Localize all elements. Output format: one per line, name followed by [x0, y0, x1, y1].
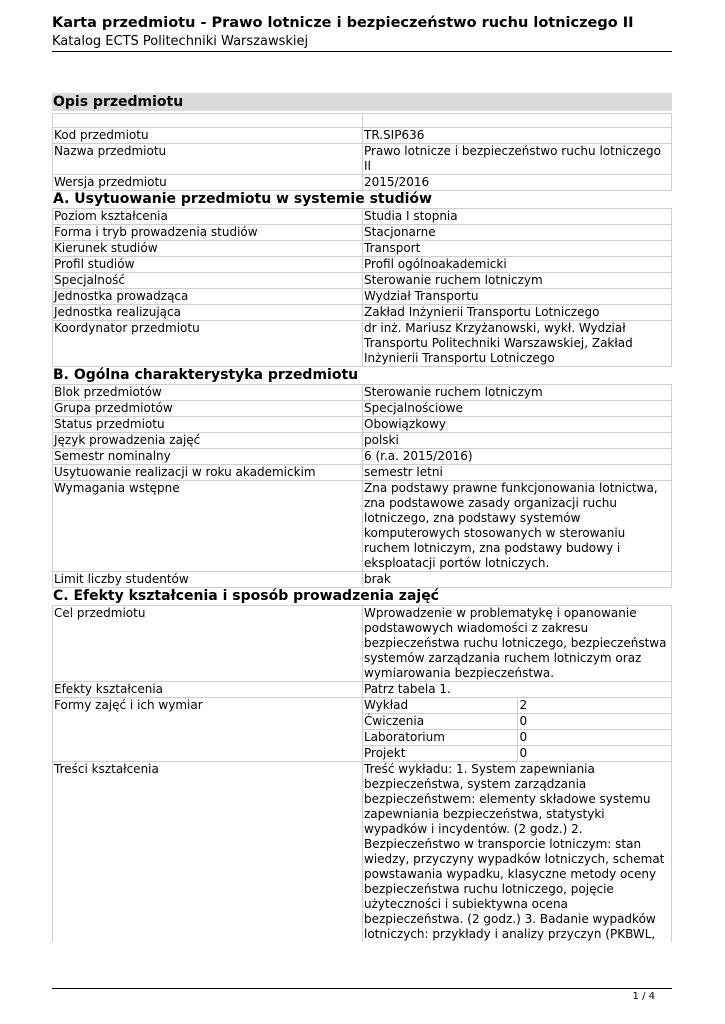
table-row [52, 761, 672, 942]
class-form-row [363, 713, 671, 729]
row-value: Wydział Transportu [362, 288, 672, 304]
row-value: 6 (r.a. 2015/2016) [362, 448, 672, 464]
table-row [52, 697, 672, 761]
table-row [52, 605, 672, 681]
row-value: Wprowadzenie w problematykę i opanowanie podstawowych wiadomości z zakresu bezpieczeństwa ruchu lotniczego, bezpieczeństwa systemów zarządzania ruchem lotniczym oraz wymiarowania bezpieczeństwa. [362, 605, 672, 681]
section-a-heading: A. Usytuowanie przedmiotu w systemie studiów [52, 190, 672, 208]
section-title: Opis przedmiotu [53, 94, 184, 110]
row-label: Kierunek studiów [52, 240, 362, 256]
row-label: Forma i tryb prowadzenia studiów [52, 224, 362, 240]
class-form-row [363, 729, 671, 745]
row-value: Prawo lotnicze i bezpieczeństwo ruchu lotniczego II [362, 143, 672, 174]
row-value: Sterowanie ruchem lotniczym [362, 384, 672, 400]
class-form-row [363, 698, 671, 713]
row-value: Studia I stopnia [362, 208, 672, 224]
table-row [52, 480, 672, 571]
row-label: Poziom kształcenia [52, 208, 362, 224]
class-form-hours: 0 [517, 713, 671, 729]
row-value: Transport [362, 240, 672, 256]
table-row [52, 224, 672, 240]
row-label: Profil studiów [52, 256, 362, 272]
row-label: Jednostka prowadząca [52, 288, 362, 304]
row-label: Formy zajęć i ich wymiar [52, 697, 362, 761]
table-row [52, 288, 672, 304]
row-value: brak [362, 571, 672, 587]
table-row [52, 448, 672, 464]
row-value: TR.SIP636 [362, 127, 672, 143]
row-label: Limit liczby studentów [52, 571, 362, 587]
table-row [52, 143, 672, 174]
row-label: Semestr nominalny [52, 448, 362, 464]
row-value: Obowiązkowy [362, 416, 672, 432]
table-row [52, 416, 672, 432]
row-label: Status przedmiotu [52, 416, 362, 432]
row-label: Efekty kształcenia [52, 681, 362, 697]
footer-rule [52, 988, 672, 989]
table-row [52, 304, 672, 320]
row-value: polski [362, 432, 672, 448]
table-row [52, 320, 672, 366]
document-title: Karta przedmiotu - Prawo lotnicze i bezpieczeństwo ruchu lotniczego II [52, 15, 634, 31]
class-form-name: Projekt [363, 745, 517, 761]
row-value: Stacjonarne [362, 224, 672, 240]
table-row [52, 240, 672, 256]
course-table [52, 113, 672, 942]
row-label: Język prowadzenia zajęć [52, 432, 362, 448]
row-label: Nazwa przedmiotu [52, 143, 362, 174]
row-label: Wymagania wstępne [52, 480, 362, 571]
class-forms-subtable [362, 697, 672, 761]
row-value: Zakład Inżynierii Transportu Lotniczego [362, 304, 672, 320]
row-label: Cel przedmiotu [52, 605, 362, 681]
class-form-row [363, 745, 671, 761]
section-title-bar [52, 93, 672, 111]
table-row [52, 571, 672, 587]
section-c-heading: C. Efekty kształcenia i sposób prowadzenia zajęć [52, 587, 672, 605]
table-row [52, 174, 672, 190]
table-row [52, 432, 672, 448]
row-label: Specjalność [52, 272, 362, 288]
row-label: Usytuowanie realizacji w roku akademickim [52, 464, 362, 480]
row-value: 2015/2016 [362, 174, 672, 190]
table-row [52, 681, 672, 697]
row-value: Patrz tabela 1. [362, 681, 672, 697]
row-label: Kod przedmiotu [52, 127, 362, 143]
row-label: Jednostka realizująca [52, 304, 362, 320]
spacer-row [52, 113, 672, 127]
row-value: Treść wykładu: 1. System zapewniania bezpieczeństwa, system zarządzania bezpieczeństwem: elementy składowe systemu zapewniania bezpieczeństwa, statystyki wypadków i incydentów. (2 godz.) 2. Bezpieczeństwo w transporcie lotniczym: stan wiedzy, przyczyny wypadków lotniczych, schemat powstawania wypadku, klasyczne metody oceny bezpieczeństwa ruchu lotniczego, pojęcie użyteczności i subiektywna ocena bezpieczeństwa. (2 godz.) 3. Badanie wypadków lotniczych: przykłady i analizy przyczyn (PKBWL, [362, 761, 672, 942]
table-row [52, 400, 672, 416]
header-rule [52, 51, 672, 52]
document-header [52, 14, 672, 50]
page-number: 1 / 4 [632, 991, 655, 1002]
class-form-name: Ćwiczenia [363, 713, 517, 729]
row-value: dr inż. Mariusz Krzyżanowski, wykł. Wydział Transportu Politechniki Warszawskiej, Zakład Inżynierii Transportu Lotniczego [362, 320, 672, 366]
class-form-hours: 0 [517, 729, 671, 745]
row-value: Zna podstawy prawne funkcjonowania lotnictwa, zna podstawowe zasady organizacji ruchu lotniczego, zna podstawy systemów komputerowych stosowanych w sterowaniu ruchem lotniczym, zna podstawy budowy i eksploatacji portów lotniczych. [362, 480, 672, 571]
row-label: Grupa przedmiotów [52, 400, 362, 416]
class-form-name: Wykład [364, 698, 409, 712]
row-value: semestr letni [362, 464, 672, 480]
document-subtitle: Katalog ECTS Politechniki Warszawskiej [52, 34, 309, 49]
row-label: Wersja przedmiotu [52, 174, 362, 190]
row-value: Specjalnościowe [362, 400, 672, 416]
table-row [52, 127, 672, 143]
row-value: Profil ogólnoakademicki [362, 256, 672, 272]
table-row [52, 208, 672, 224]
class-form-hours: 0 [517, 745, 671, 761]
table-row [52, 384, 672, 400]
row-label: Koordynator przedmiotu [52, 320, 362, 366]
table-row [52, 272, 672, 288]
row-label: Blok przedmiotów [52, 384, 362, 400]
class-form-name: Laboratorium [363, 729, 517, 745]
class-form-hours: 2 [517, 698, 671, 713]
row-value: Sterowanie ruchem lotniczym [362, 272, 672, 288]
section-b-heading: B. Ogólna charakterystyka przedmiotu [52, 366, 672, 384]
row-label: Treści kształcenia [52, 761, 362, 942]
table-row [52, 256, 672, 272]
table-row [52, 464, 672, 480]
